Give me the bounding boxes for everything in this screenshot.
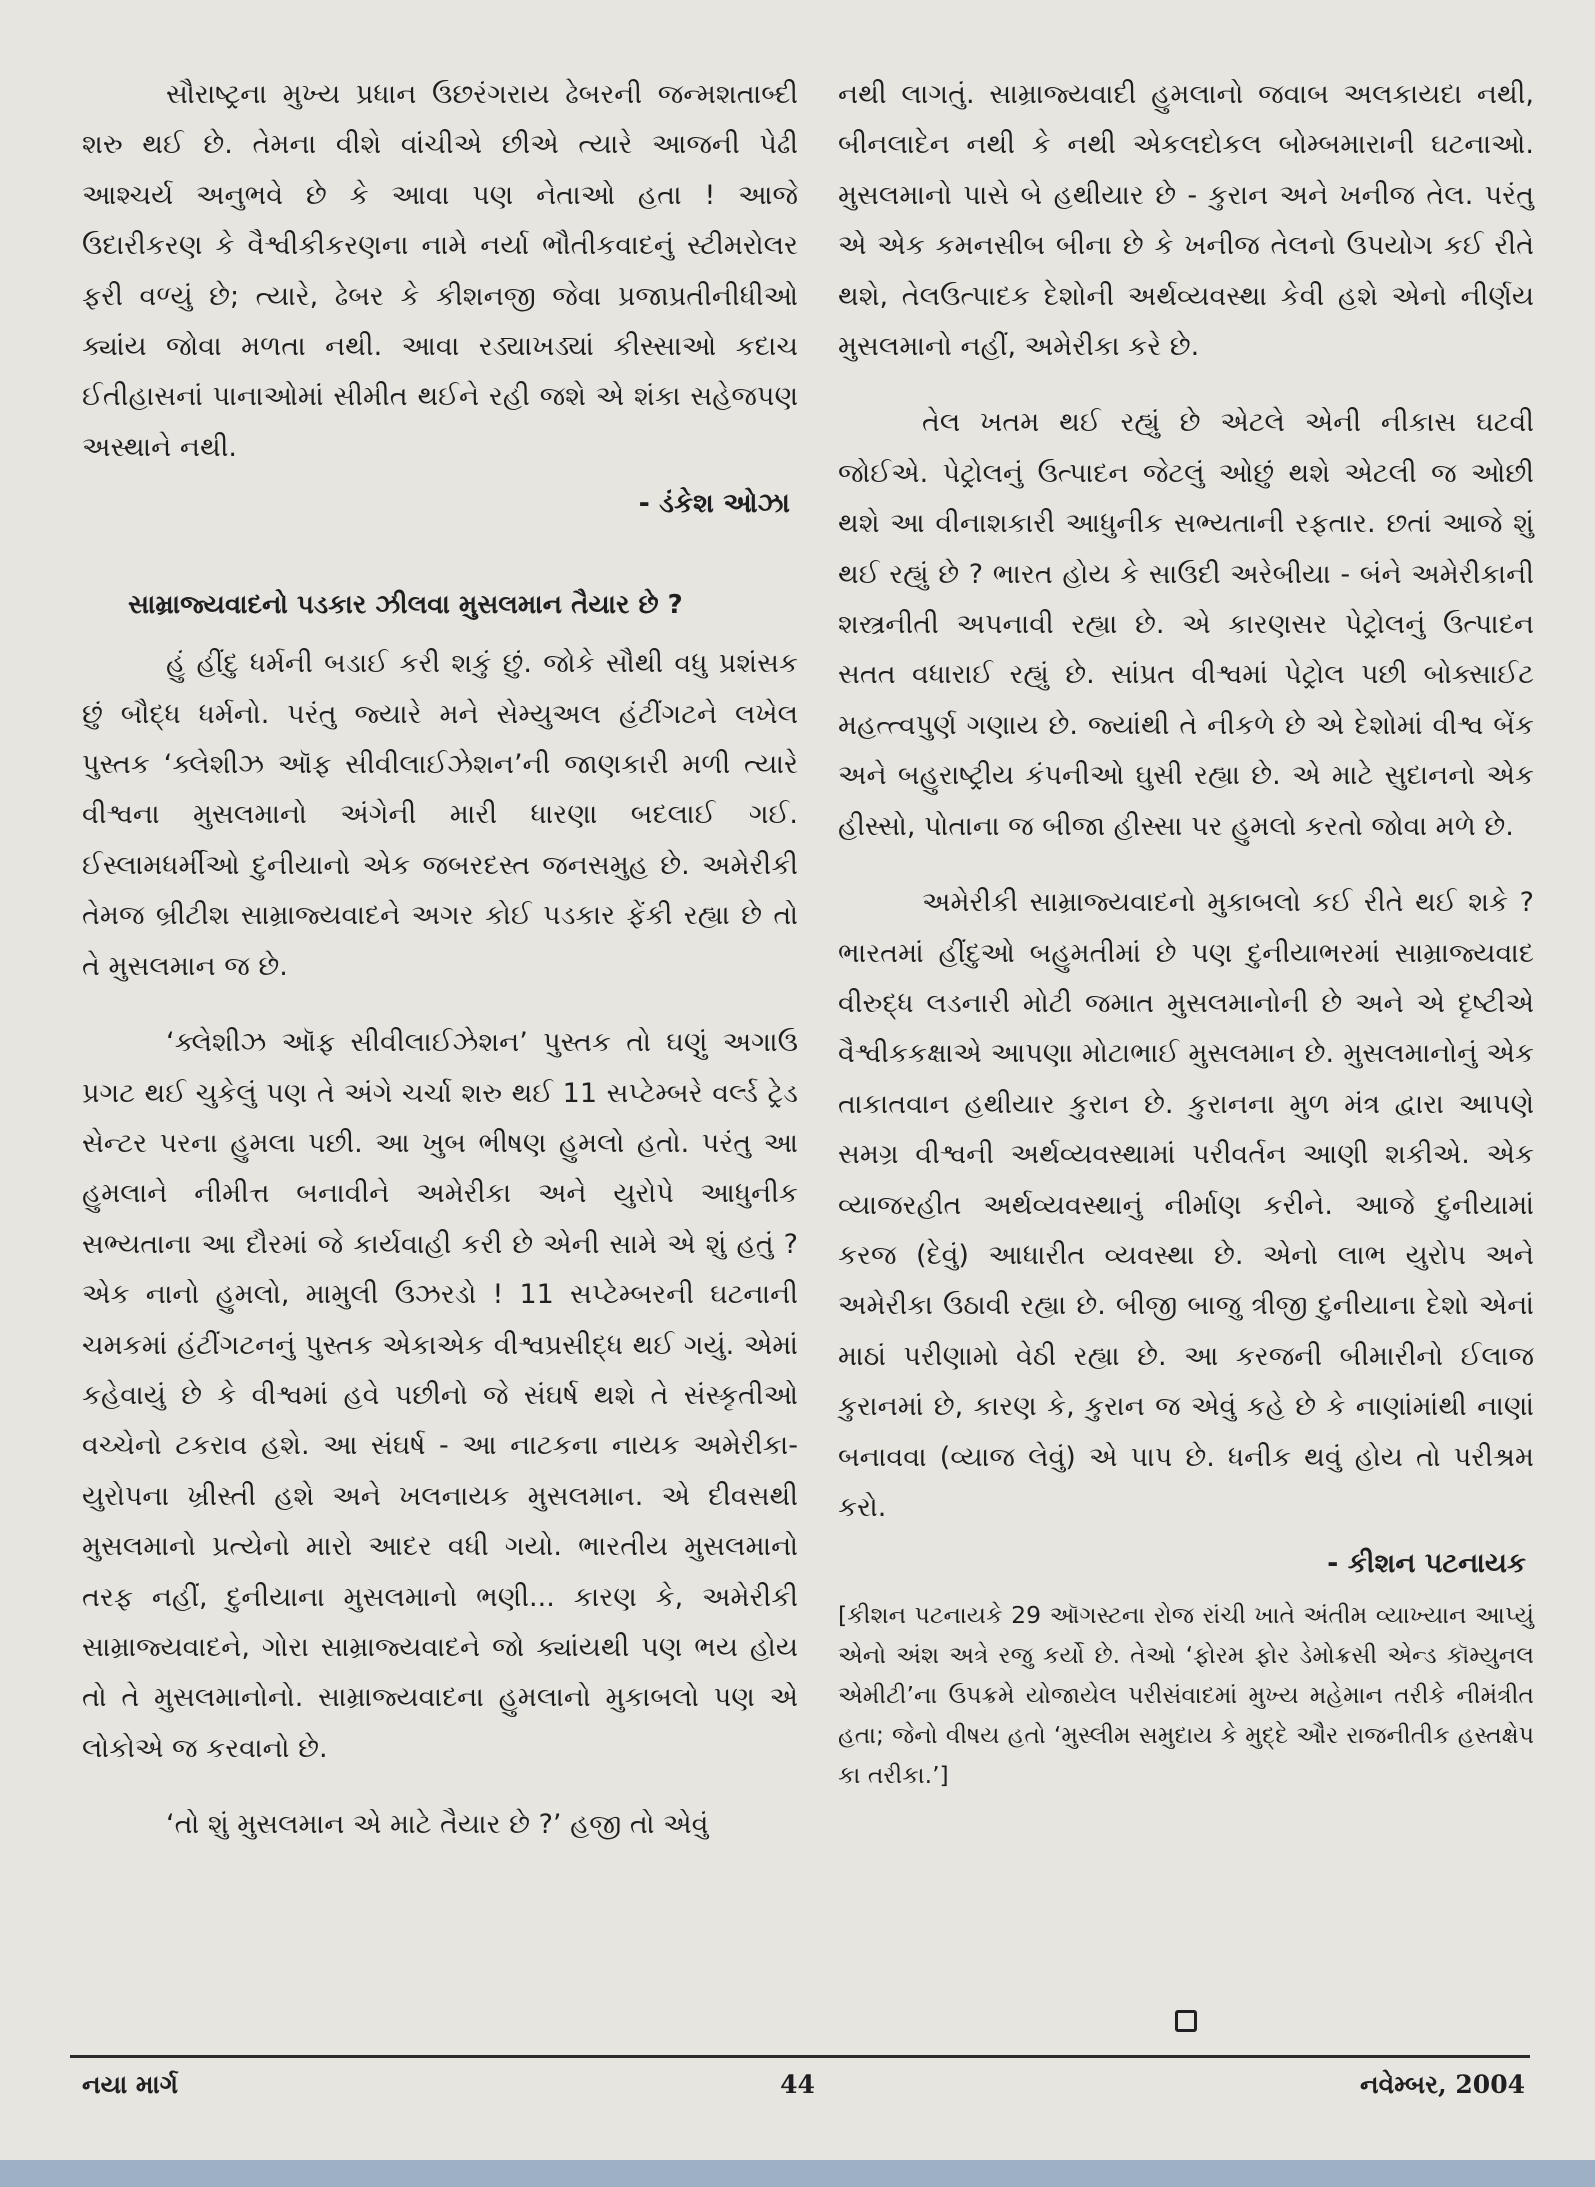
footer-magazine-name: નયા માર્ગ [82,2070,178,2099]
paragraph-spacer [838,852,1534,878]
intro-paragraph: સૌરાષ્ટ્રના મુખ્ય પ્રધાન ઉછરંગરાય ઢેબરની જન્મશતાબ્દી શરુ થઈ છે. તેમના વીશે વાંચીએ છીએ ત્યારે આજની પેઢી આશ્ચર્ય અનુભવે છે કે આવા પણ નેતાઓ હતા ! આજે ઉદારીકરણ કે વૈશ્વીકીકરણના નામે નર્યા ભૌતીકવાદનું સ્ટીમરોલર ફરી વળ્યું છે; ત્યારે, ઢેબર કે કીશનજી જેવા પ્રજાપ્રતીનીધીઓ ક્યાંય જોવા મળતા નથી. આવા રડ્યાખડ્યાં કીસ્સાઓ કદાચ ઈતીહાસનાં પાનાઓમાં સીમીત થઈને રહી જશે એ શંકા સહેજપણ અસ્થાને નથી. [82,79,798,463]
scan-bottom-edge [0,2160,1595,2187]
article-heading: સામ્રાજ્યવાદનો પડકાર ઝીલવા મુસલમાન તૈયાર છે ? [128,590,683,621]
article-paragraph-5: તેલ ખતમ થઈ રહ્યું છે એટલે એની નીકાસ ઘટવી જોઈએ. પેટ્રોલનું ઉત્પાદન જેટલું ઓછું થશે એટલી જ ઓછી થશે આ વીનાશકારી આધુનીક સભ્યતાની રફતાર. છતાં આજે શું થઈ રહ્યું છે ? ભારત હોય કે સાઉદી અરેબીયા - બંને અમેરીકાની શસ્ત્રનીતી અપનાવી રહ્યા છે. એ કારણસર પેટ્રોલનું ઉત્પાદન સતત વધારાઈ રહ્યું છે. સાંપ્રત વીશ્વમાં પેટ્રોલ પછી બોક્સાઈટ મહત્ત્વપુર્ણ ગણાય છે. જ્યાંથી તે નીકળે છે એ દેશોમાં વીશ્વ બેંક અને બહુરાષ્ટ્રીય કંપનીઓ ઘુસી રહ્યા છે. એ માટે સુદાનનો એક હીસ્સો, પોતાના જ બીજા હીસ્સા પર હુમલો કરતો જોવા મળે છે. [838,407,1534,842]
footer-divider [70,2055,1530,2058]
editor-note: [કીશન પટનાયકે 29 ઑગસ્ટના રોજ રાંચી ખાતે અંતીમ વ્યાખ્યાન આપ્યું એનો અંશ અત્રે રજુ કર્યો છે. તેઓ ‘ફોરમ ફોર ડેમોક્રસી એન્ડ કૉમ્યુનલ એમીટી’ના ઉપક્રમે યોજાયેલ પરીસંવાદમાં મુખ્ય મહેમાન તરીકે નીમંત્રીત હતા; જેનો વીષય હતો ‘મુસ્લીમ સમુદાય કે મુદ્દે ઔર રાજનીતીક હસ્તક્ષેપ કા તરીકા.’] [838,1601,1534,1790]
article-paragraph-4: નથી લાગતું. સામ્રાજ્યવાદી હુમલાનો જવાબ અલકાયદા નથી, બીનલાદેન નથી કે નથી એકલદોકલ બોમ્બમારાની ઘટનાઓ. મુસલમાનો પાસે બે હથીયાર છે - કુરાન અને ખનીજ તેલ. પરંતુ એ એક કમનસીબ બીના છે કે ખનીજ તેલનો ઉપયોગ કઈ રીતે થશે, તેલઉત્પાદક દેશોની અર્થવ્યવસ્થા કેવી હશે એનો નીર્ણય મુસલમાનો નહીં, અમેરીકા કરે છે. [838,79,1534,363]
article-paragraph-1: હું હીંદુ ધર્મની બડાઈ કરી શકું છું. જોકે સૌથી વધુ પ્રશંસક છું બૌદ્ધ ધર્મનો. પરંતુ જ્યારે મને સેમ્યુઅલ હંટીંગટને લખેલ પુસ્તક ‘ક્લેશીઝ ઑફ સીવીલાઈઝેશન’ની જાણકારી મળી ત્યારે વીશ્વના મુસલમાનો અંગેની મારી ધારણા બદલાઈ ગઈ. ઈસ્લામધર્મીઓ દુનીયાનો એક જબરદસ્ત જનસમુહ છે. અમેરીકી તેમજ બ્રીટીશ સામ્રાજ્યવાદને અગર કોઈ પડકાર ફેંકી રહ્યા છે તો તે મુસલમાન જ છે. [82,648,798,982]
footer-page-number: 44 [780,2070,815,2099]
paragraph-spacer [838,372,1534,398]
article-paragraph-2: ‘ક્લેશીઝ ઑફ સીવીલાઈઝેશન’ પુસ્તક તો ઘણું અગાઉ પ્રગટ થઈ ચુકેલું પણ તે અંગે ચર્ચા શરુ થઈ 11 સપ્ટેમ્બરે વર્લ્ડ ટ્રેડ સેન્ટર પરના હુમલા પછી. આ ખુબ ભીષણ હુમલો હતો. પરંતુ આ હુમલાને નીમીત્ત બનાવીને અમેરીકા અને યુરોપે આધુનીક સભ્યતાના આ દૌરમાં જે કાર્યવાહી કરી છે એની સામે એ શું હતું ? એક નાનો હુમલો, મામુલી ઉઝરડો ! 11 સપ્ટેમ્બરની ઘટનાની ચમકમાં હંટીંગટનનું પુસ્તક એકાએક વીશ્વપ્રસીદ્ધ થઈ ગયું. એમાં કહેવાયું છે કે વીશ્વમાં હવે પછીનો જે સંઘર્ષ થશે તે સંસ્કૃતીઓ વચ્ચેનો ટકરાવ હશે. આ સંઘર્ષ - આ નાટકના નાયક અમેરીકા-યુરોપના ખ્રીસ્તી હશે અને ખલનાયક મુસલમાન. એ દીવસથી મુસલમાનો પ્રત્યેનો મારો આદર વધી ગયો. ભારતીય મુસલમાનો તરફ નહીં, દુનીયાના મુસલમાનો ભણી... કારણ કે, અમેરીકી સામ્રાજ્યવાદને, ગોરા સામ્રાજ્યવાદને જો ક્યાંયથી પણ ભય હોય તો તે મુસલમાનોનો. સામ્રાજ્યવાદના હુમલાનો મુકાબલો પણ એ લોકોએ જ કરવાનો છે. [82,1027,798,1764]
article-paragraph-6: અમેરીકી સામ્રાજ્યવાદનો મુકાબલો કઈ રીતે થઈ શકે ? ભારતમાં હીંદુઓ બહુમતીમાં છે પણ દુનીયાભરમાં સામ્રાજ્યવાદ વીરુદ્ધ લડનારી મોટી જમાત મુસલમાનોની છે અને એ દૃષ્ટીએ વૈશ્વીકકક્ષાએ આપણા મોટાભાઈ મુસલમાન છે. મુસલમાનોનું એક તાકાતવાન હથીયાર કુરાન છે. કુરાનના મુળ મંત્ર દ્વારા આપણે સમગ્ર વીશ્વની અર્થવ્યવસ્થામાં પરીવર્તન આણી શકીએ. એક વ્યાજરહીત અર્થવ્યવસ્થાનું નીર્માણ કરીને. આજે દુનીયામાં કરજ (દેવું) આધારીત વ્યવસ્થા છે. એનો લાભ યુરોપ અને અમેરીકા ઉઠાવી રહ્યા છે. બીજી બાજુ ત્રીજી દુનીયાના દેશો એનાં માઠાં પરીણામો વેઠી રહ્યા છે. આ કરજની બીમારીનો ઈલાજ કુરાનમાં છે, કારણ કે, કુરાન જ એવું કહે છે કે નાણાંમાંથી નાણાં બનાવવા (વ્યાજ લેવું) એ પાપ છે. ધનીક થવું હોય તો પરીશ્રમ કરો. [838,887,1534,1523]
article-paragraph-3: ‘તો શું મુસલમાન એ માટે તૈયાર છે ?’ હજી તો એવું [166,1809,709,1841]
left-column [82,70,798,1851]
paragraph-spacer [82,1774,798,1800]
author-signature-dankesh: - ડંકેશ ઓઝા [638,488,790,520]
end-of-article-square-icon [1175,2010,1197,2032]
author-signature-kishan: - કીશન પટનાયક [1327,1548,1526,1580]
footer-issue-date: નવેમ્બર, 2004 [1360,2070,1525,2099]
paragraph-spacer [82,992,798,1018]
right-column [838,70,1534,1795]
